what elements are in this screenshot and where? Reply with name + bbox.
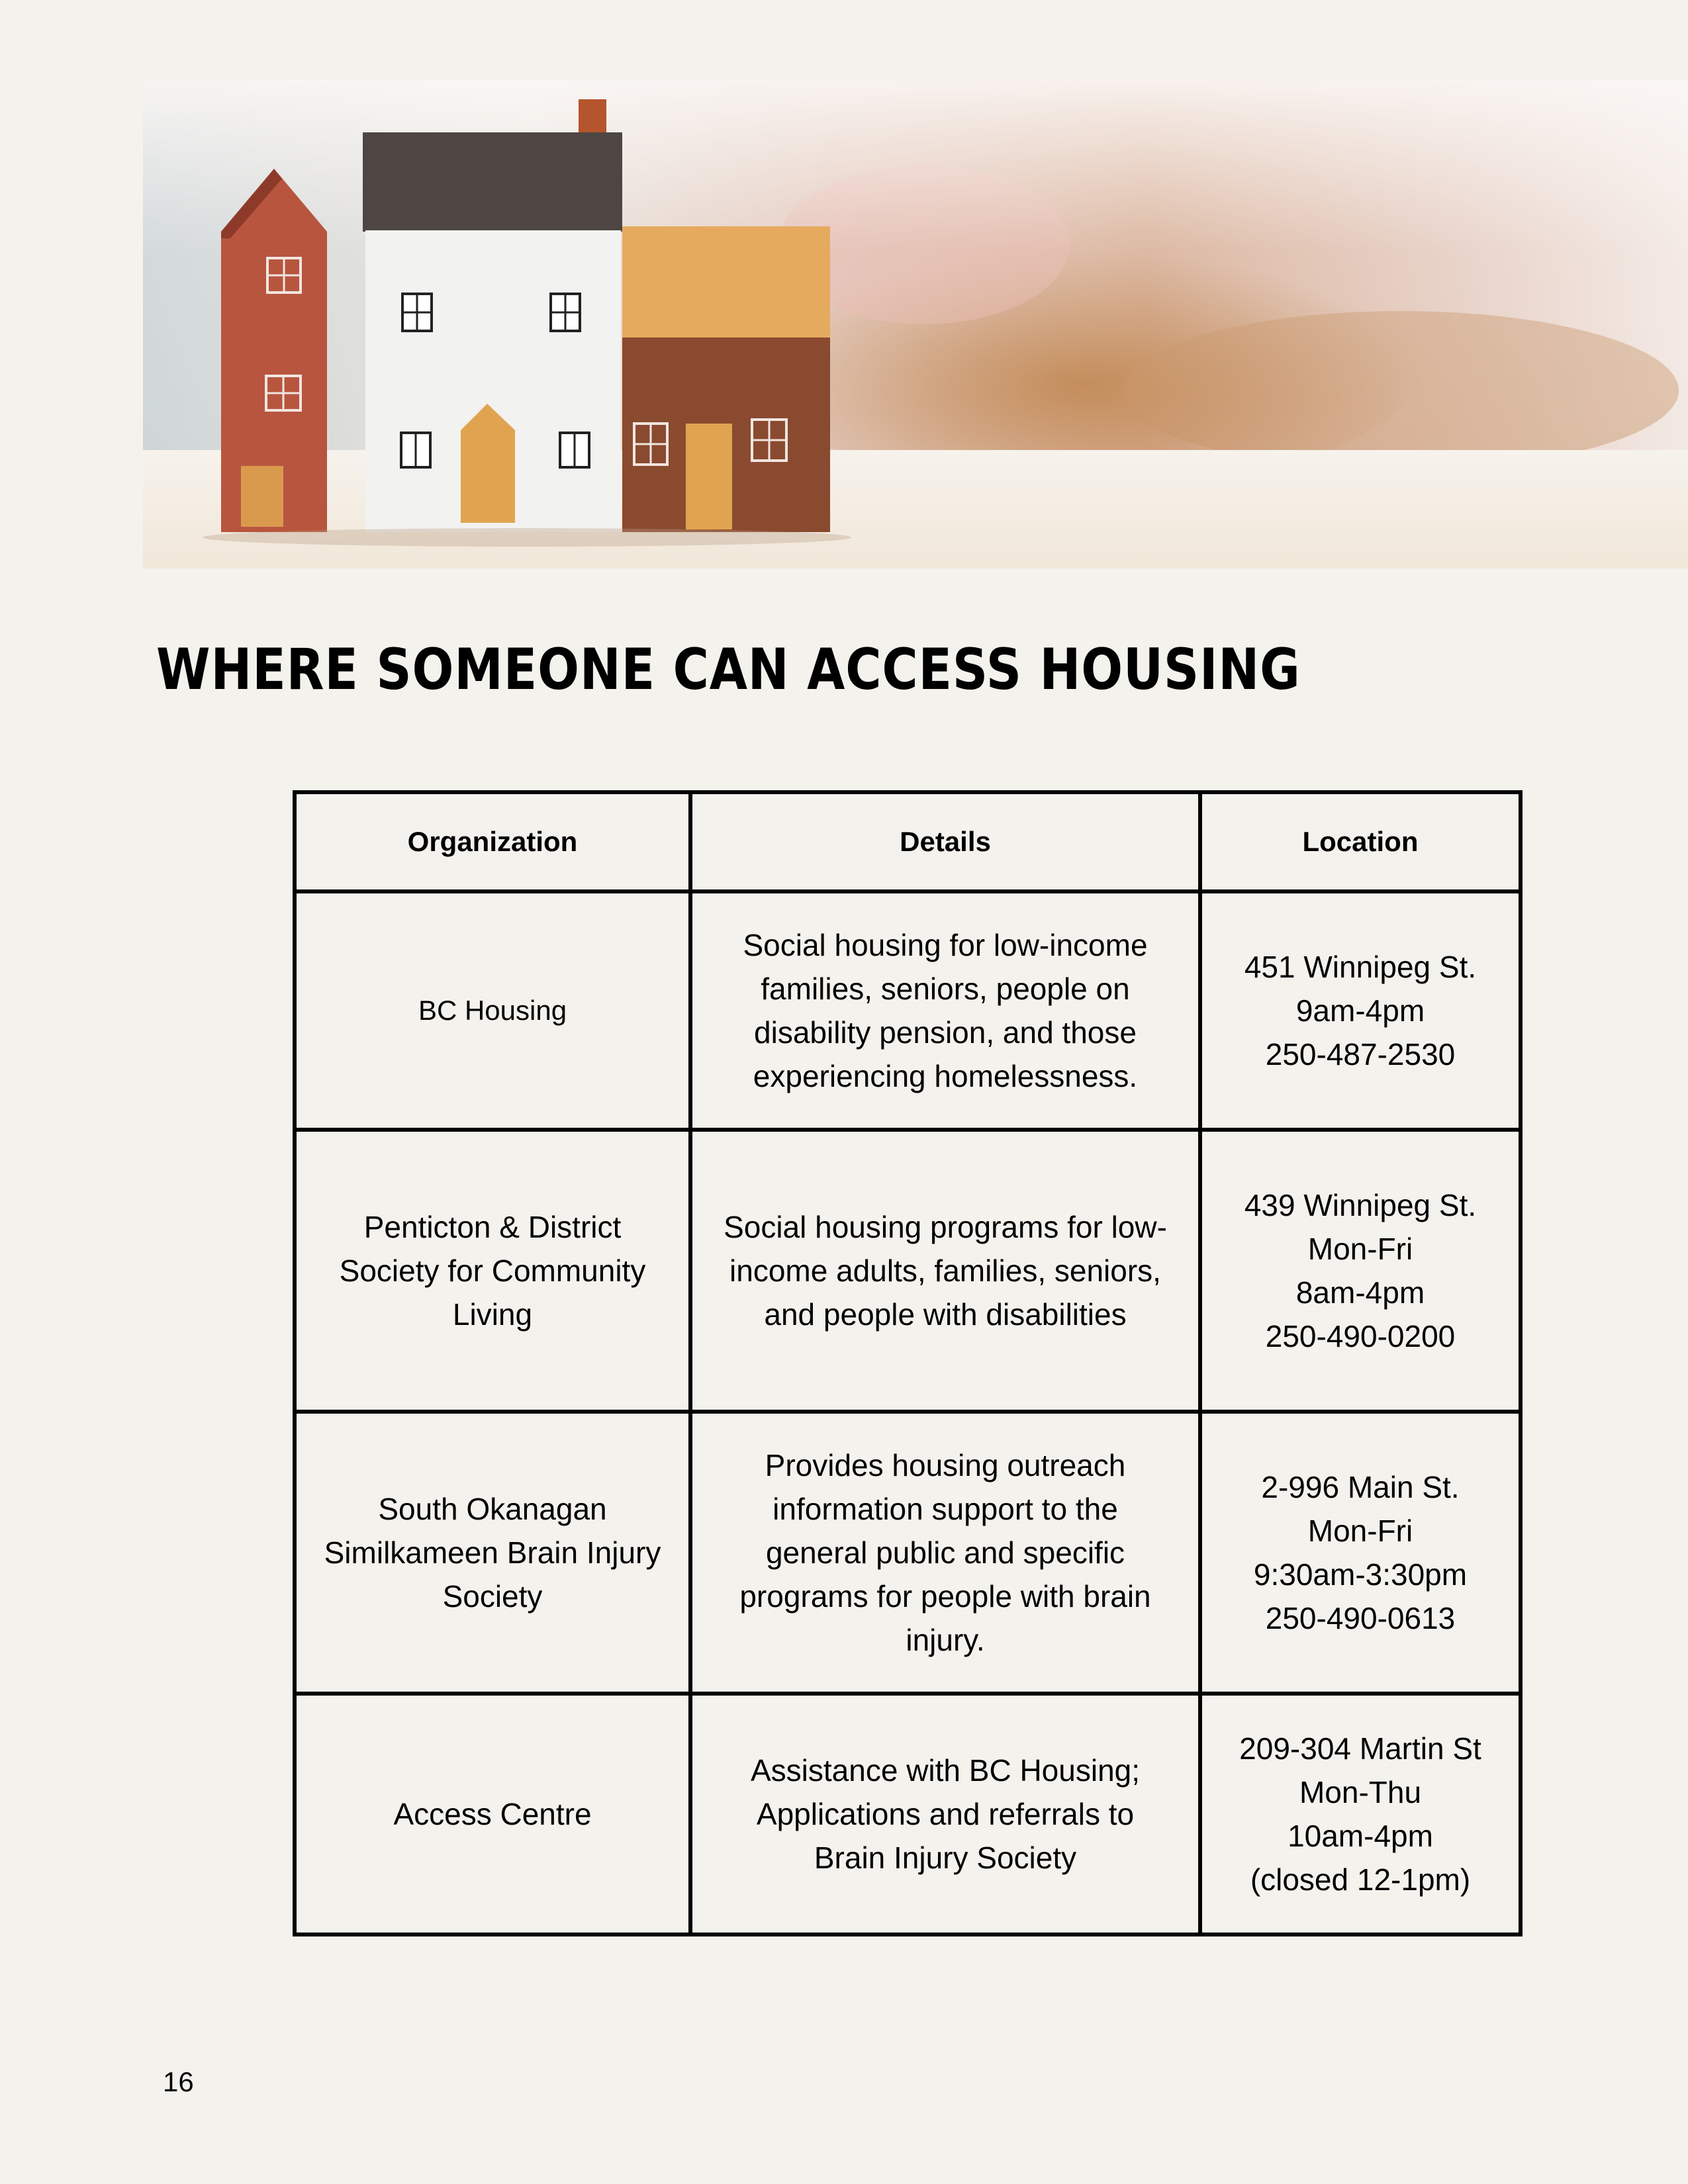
- location-cell: [1200, 1412, 1521, 1694]
- location-phone: 250-490-0200: [1265, 1319, 1456, 1353]
- details-cell: Provides housing outreach information support to the general public and specific programs for people with brain injury.: [690, 1412, 1200, 1694]
- location-days: Mon-Fri: [1307, 1232, 1413, 1266]
- location-cell: [1200, 1694, 1521, 1934]
- details-cell: Social housing programs for low-income adults, families, seniors, and people with disabilities: [690, 1130, 1200, 1412]
- details-cell: Assistance with BC Housing; Applications and referrals to Brain Injury Society: [690, 1694, 1200, 1934]
- details-cell: Social housing for low-income families, seniors, people on disability pension, and those experiencing homelessness.: [690, 891, 1200, 1130]
- page-number: 16: [163, 2066, 194, 2097]
- location-address: 2-996 Main St.: [1261, 1470, 1460, 1504]
- housing-resources-table: [293, 790, 1523, 1936]
- table-row: [295, 1412, 1521, 1694]
- location-cell: [1200, 891, 1521, 1130]
- location-address: 439 Winnipeg St.: [1244, 1188, 1477, 1222]
- table-row: [295, 1130, 1521, 1412]
- header-details: Details: [690, 792, 1200, 891]
- organization-cell: South Okanagan Similkameen Brain Injury Society: [295, 1412, 690, 1694]
- header-organization: Organization: [295, 792, 690, 891]
- location-note: (closed 12-1pm): [1250, 1862, 1471, 1897]
- location-phone: 250-487-2530: [1265, 1037, 1456, 1071]
- page-title: WHERE SOMEONE CAN ACCESS HOUSING: [156, 637, 1301, 703]
- table-row: [295, 1694, 1521, 1934]
- location-days: Mon-Thu: [1299, 1775, 1422, 1809]
- location-address: 209-304 Martin St: [1239, 1731, 1481, 1766]
- organization-cell: BC Housing: [295, 891, 690, 1130]
- header-location: Location: [1200, 792, 1521, 891]
- organization-cell: Access Centre: [295, 1694, 690, 1934]
- location-hours: 9:30am-3:30pm: [1253, 1557, 1468, 1592]
- organization-cell: Penticton & District Society for Community Living: [295, 1130, 690, 1412]
- location-days: Mon-Fri: [1307, 1514, 1413, 1548]
- location-hours: 8am-4pm: [1295, 1275, 1425, 1310]
- location-cell: [1200, 1130, 1521, 1412]
- location-hours: 9am-4pm: [1295, 993, 1425, 1028]
- location-address: 451 Winnipeg St.: [1244, 950, 1477, 984]
- location-phone: 250-490-0613: [1265, 1601, 1456, 1635]
- location-hours: 10am-4pm: [1288, 1819, 1433, 1853]
- table-header-row: [295, 792, 1521, 891]
- hero-houses-photo: [143, 79, 1688, 569]
- table-row: [295, 891, 1521, 1130]
